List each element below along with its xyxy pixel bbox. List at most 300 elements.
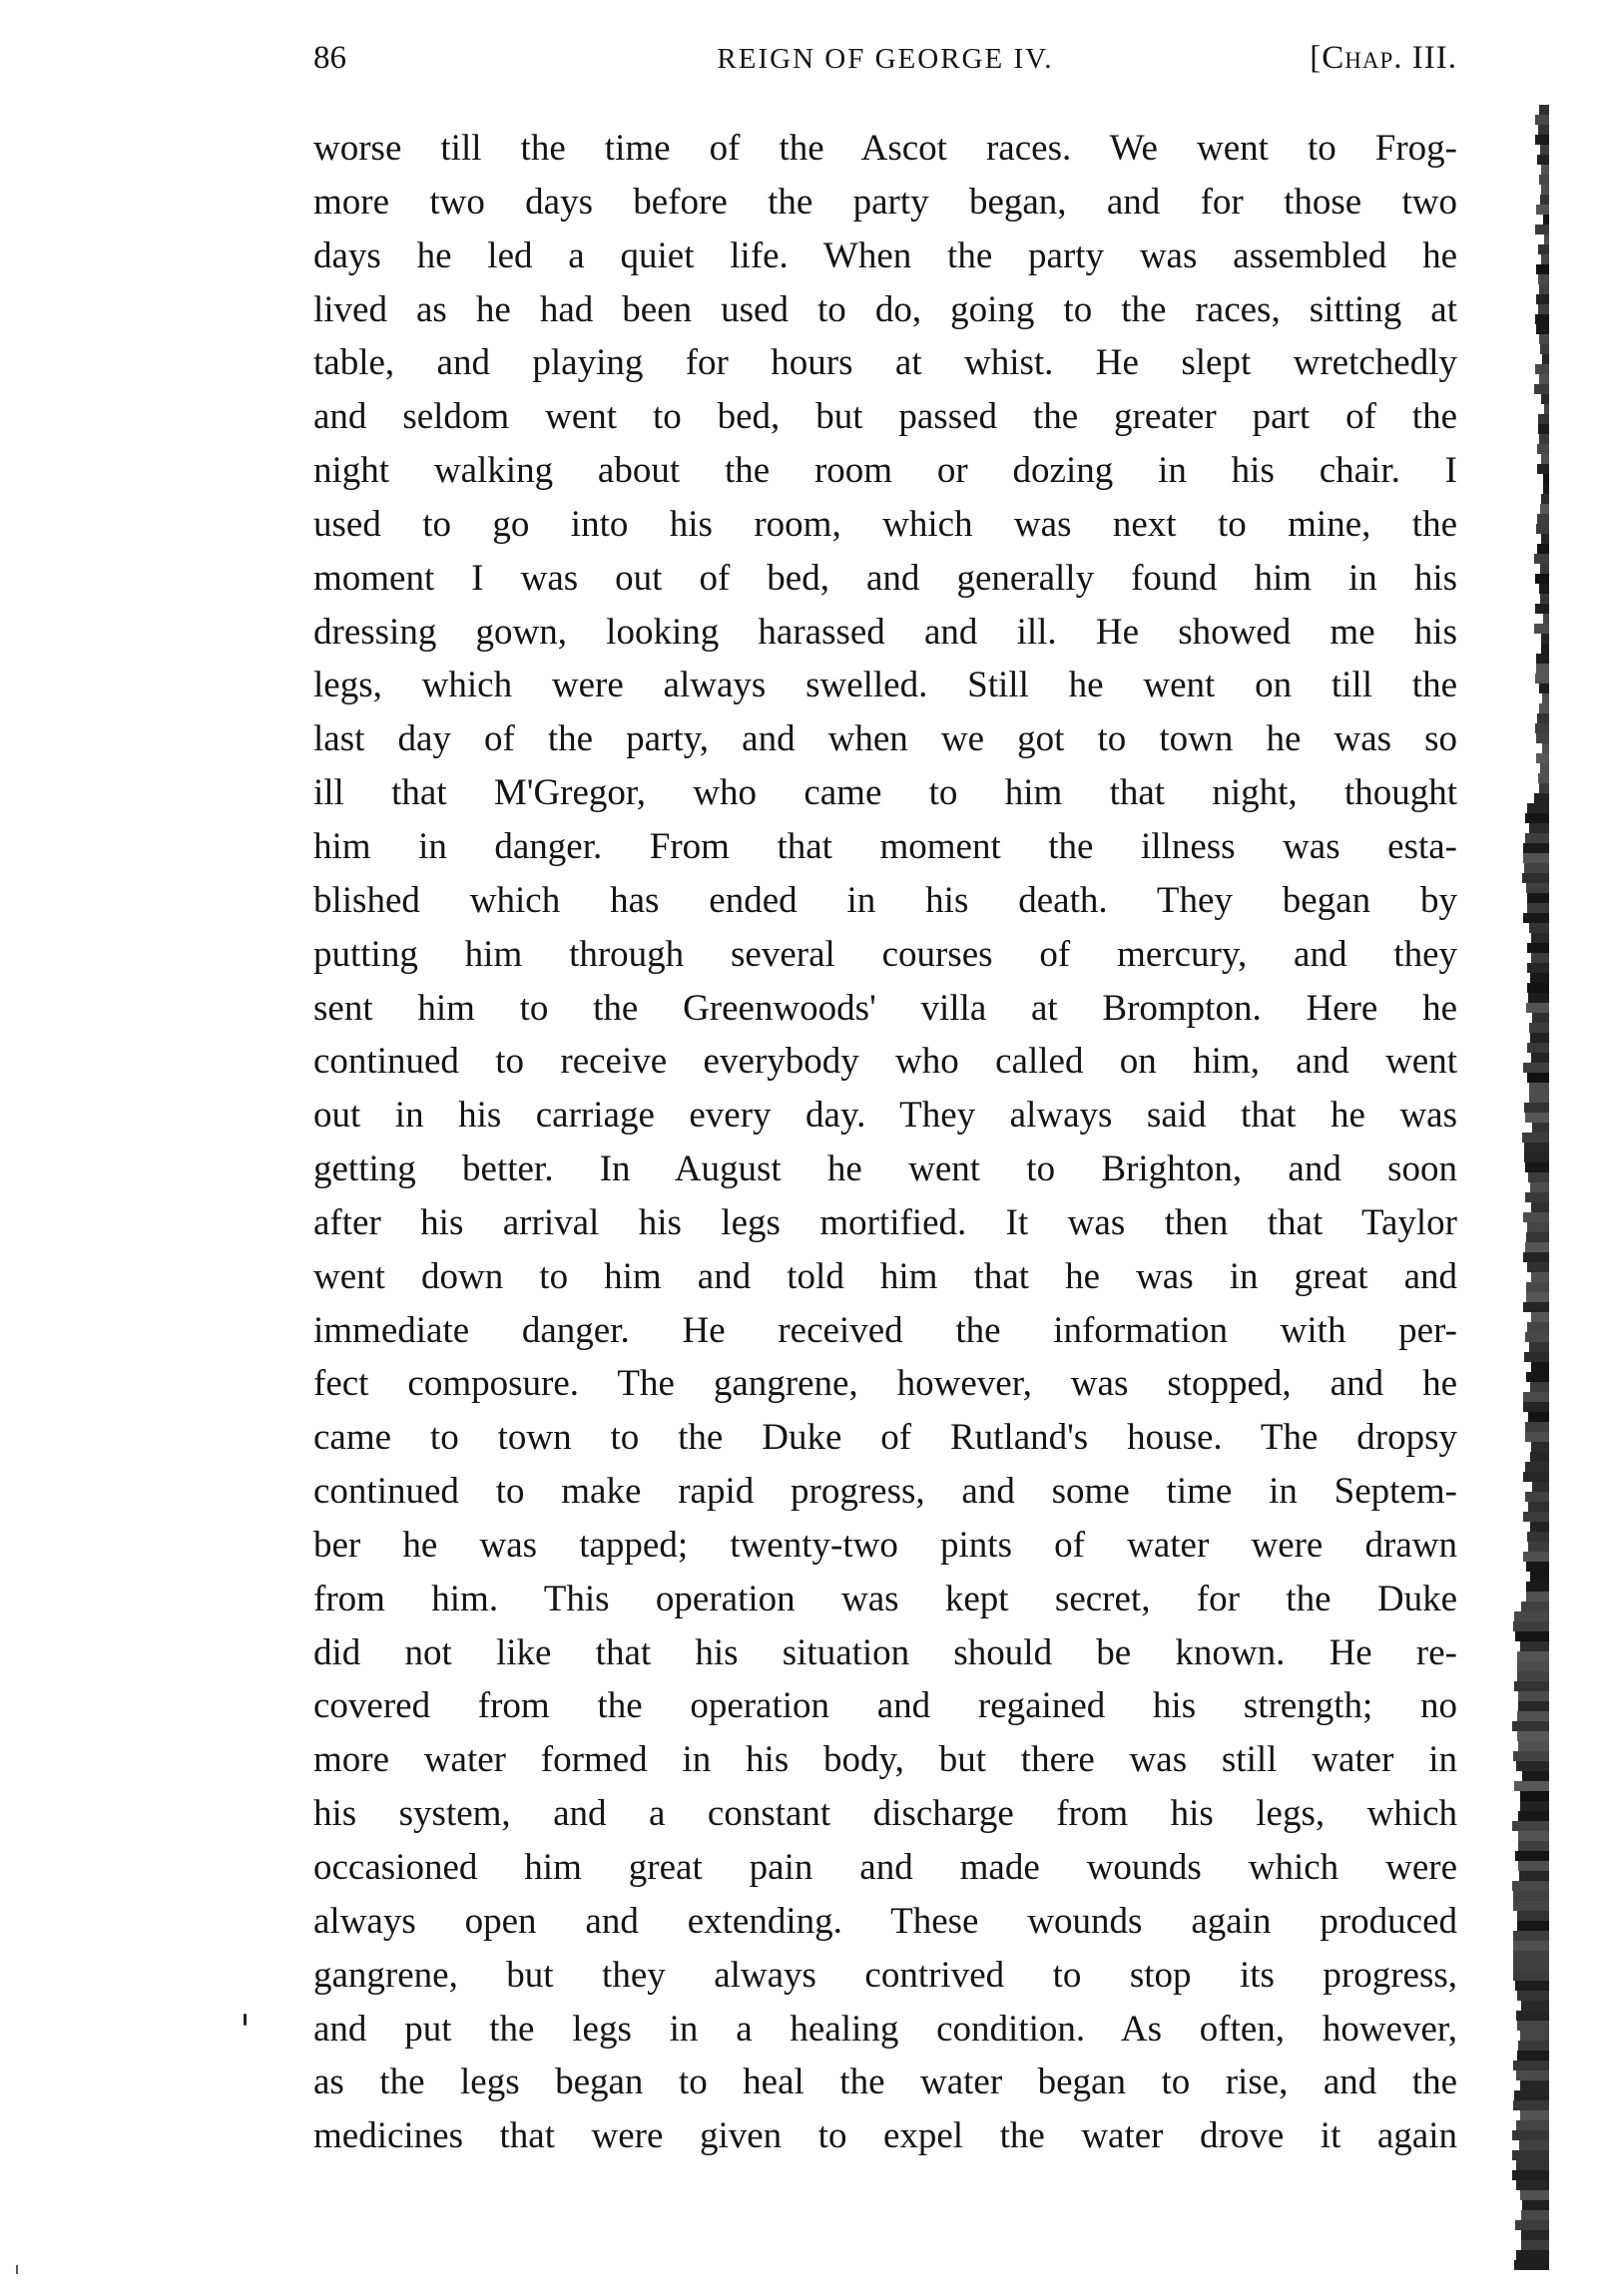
edge-segment [1528,1412,1549,1422]
edge-segment [1528,993,1549,1003]
edge-segment [1530,1033,1549,1043]
edge-segment [1540,195,1549,205]
edge-segment [1521,2240,1549,2250]
text-line-content: gangrene, but they always contrived to stop its progress, [313,1954,1457,1996]
edge-segment [1538,414,1549,424]
edge-segment [1513,2100,1549,2110]
edge-segment [1540,344,1549,354]
edge-segment [1529,823,1549,833]
edge-segment [1518,1861,1549,1871]
text-line [313,1949,1457,2003]
edge-segment [1516,2160,1549,2170]
text-line [313,606,1457,660]
running-header [313,40,1457,90]
edge-segment [1523,1552,1549,1562]
text-line-content: blished which has ended in his death. They began by [313,879,1457,921]
text-line [313,2109,1457,2163]
edge-segment [1525,1242,1549,1252]
edge-segment [1538,773,1549,783]
edge-segment [1531,1312,1549,1322]
edge-segment [1517,1911,1549,1921]
stray-ink-mark [244,2014,247,2026]
edge-segment [1523,843,1549,853]
edge-segment [1513,1961,1549,1971]
edge-segment [1539,175,1549,185]
edge-segment [1513,1941,1549,1951]
edge-segment [1525,1192,1549,1202]
edge-segment [1527,1262,1549,1272]
edge-segment [1527,903,1549,913]
edge-segment [1540,763,1549,773]
edge-segment [1512,1721,1549,1731]
text-line [313,390,1457,444]
text-line [313,1196,1457,1250]
text-line-content: covered from the operation and regained his strength; no [313,1685,1457,1727]
edge-segment [1527,983,1549,993]
text-line-content: lived as he had been used to do, going to the races, sitting at [313,288,1457,330]
edge-segment [1516,2180,1549,2190]
edge-segment [1539,703,1549,713]
edge-segment [1518,2041,1549,2051]
edge-segment [1536,733,1549,743]
edge-segment [1527,1532,1549,1542]
text-line-content: getting better. In August he went to Brighton, and soon [313,1148,1457,1190]
edge-segment [1523,1063,1549,1073]
edge-segment [1527,1322,1549,1332]
text-line [313,1626,1457,1680]
edge-segment [1524,863,1549,873]
edge-segment [1531,1362,1549,1372]
text-line [313,1465,1457,1519]
text-line [313,1143,1457,1196]
edge-segment [1537,155,1549,165]
text-line-content: came to town to the Duke of Rutland's house. The dropsy [313,1417,1457,1459]
edge-segment [1538,244,1549,254]
edge-segment [1527,1073,1549,1083]
edge-segment [1524,1352,1549,1362]
edge-segment [1531,1053,1549,1063]
edge-segment [1512,2150,1549,2160]
edge-segment [1527,963,1549,973]
edge-segment [1526,1292,1549,1302]
edge-segment [1516,1761,1549,1771]
edge-segment [1518,1811,1549,1821]
edge-segment [1535,574,1549,584]
edge-segment [1527,1043,1549,1053]
edge-segment [1513,1901,1549,1911]
edge-segment [1541,254,1549,264]
edge-segment [1516,2120,1549,2130]
text-line [313,122,1457,176]
edge-segment [1522,1771,1549,1781]
edge-segment [1520,2080,1549,2090]
edge-segment [1539,434,1549,444]
edge-segment [1531,1272,1549,1282]
edge-segment [1537,713,1549,723]
edge-segment [1544,234,1549,244]
edge-segment [1528,1172,1549,1182]
edge-segment [1523,853,1549,863]
text-line [313,874,1457,928]
edge-segment [1539,584,1549,594]
edge-segment [1543,215,1549,225]
text-line [313,1411,1457,1465]
edge-segment [1512,1881,1549,1891]
edge-segment [1536,753,1549,763]
edge-segment [1539,783,1549,793]
edge-segment [1525,813,1549,823]
text-line-content: from him. This operation was kept secret, for the Duke [313,1578,1457,1619]
edge-segment [1518,1831,1549,1841]
edge-segment [1539,105,1549,115]
text-line [313,1733,1457,1787]
edge-segment [1513,2061,1549,2070]
edge-segment [1530,973,1549,983]
edge-segment [1535,604,1549,614]
edge-segment [1529,1342,1549,1352]
edge-segment [1530,1522,1549,1532]
edge-segment [1535,314,1549,324]
edge-segment [1535,135,1549,145]
edge-segment [1513,1891,1549,1901]
edge-segment [1516,2011,1549,2021]
edge-segment [1528,1502,1549,1512]
edge-segment [1541,644,1549,654]
edge-segment [1517,1661,1549,1671]
edge-segment [1518,1741,1549,1751]
edge-segment [1523,913,1549,923]
edge-segment [1523,1402,1549,1412]
edge-segment [1524,1143,1549,1152]
text-line-content: worse till the time of the Ascot races. We went to Frog- [313,128,1457,169]
chapter-label: [Chap. III. [1310,40,1457,76]
edge-segment [1530,1452,1549,1462]
edge-segment [1540,594,1549,604]
running-title: REIGN OF GEORGE IV. [717,43,1054,75]
edge-segment [1531,1442,1549,1452]
edge-segment [1529,1083,1549,1093]
edge-segment [1512,1821,1549,1831]
edge-segment [1521,2001,1549,2011]
edge-segment [1520,2031,1549,2041]
edge-segment [1538,424,1549,434]
edge-segment [1529,1023,1549,1033]
edge-segment [1512,2130,1549,2140]
edge-segment [1518,1691,1549,1701]
edge-segment [1516,2250,1549,2260]
edge-segment [1534,624,1549,634]
edge-segment [1540,564,1549,574]
text-line [313,928,1457,982]
text-line [313,1089,1457,1143]
text-line-content: fect composure. The gangrene, however, was stopped, and he [313,1363,1457,1405]
edge-segment [1520,2190,1549,2200]
text-line-content: table, and playing for hours at whist. He slept wretchedly [313,342,1457,384]
edge-segment [1517,2021,1549,2031]
text-line-content: went down to him and told him that he was in great and [313,1255,1457,1297]
edge-segment [1535,115,1549,125]
edge-segment [1523,1212,1549,1222]
edge-segment [1516,2070,1549,2080]
edge-segment [1525,1462,1549,1472]
edge-segment [1530,1182,1549,1192]
edge-segment [1541,454,1549,464]
text-line [313,1895,1457,1949]
body-text [313,122,1457,2163]
edge-segment [1520,2110,1549,2120]
edge-segment [1513,1931,1549,1941]
text-line-content: as the legs began to heal the water began to rise, and the [313,2062,1457,2103]
text-line [313,712,1457,766]
text-line-content: his system, and a constant discharge from his legs, which [313,1793,1457,1835]
edge-segment [1543,484,1549,494]
edge-segment [1541,394,1549,404]
edge-segment [1518,1701,1549,1711]
edge-segment [1523,1472,1549,1482]
text-line [313,1787,1457,1841]
text-line-content: out in his carriage every day. They always said that he was [313,1095,1457,1137]
edge-segment [1539,374,1549,384]
edge-segment [1527,1222,1549,1232]
text-line-content: immediate danger. He received the information with per- [313,1309,1457,1351]
edge-segment [1515,1981,1549,1991]
edge-segment [1543,474,1549,484]
edge-segment [1532,1482,1549,1492]
edge-segment [1517,1991,1549,2001]
edge-segment [1514,1781,1549,1791]
edge-segment [1536,205,1549,215]
edge-segment [1525,833,1549,843]
text-line [313,1679,1457,1733]
text-line-content: continued to make rapid progress, and some time in Septem- [313,1471,1457,1513]
edge-segment [1519,1871,1549,1881]
edge-segment [1526,883,1549,893]
text-line-content: moment I was out of bed, and generally found him in his [313,557,1457,599]
text-line [313,1357,1457,1411]
text-line-content: occasioned him great pain and made wounds which were [313,1847,1457,1888]
stray-ink-mark [16,2265,18,2274]
edge-segment [1517,1671,1549,1681]
edge-segment [1526,1232,1549,1242]
page-number: 86 [313,40,346,76]
edge-segment [1513,1951,1549,1961]
text-line [313,1841,1457,1895]
edge-segment [1525,1492,1549,1502]
text-line [313,1304,1457,1358]
edge-segment [1526,1372,1549,1382]
edge-segment [1544,404,1549,414]
text-line [313,659,1457,712]
edge-segment [1525,1113,1549,1123]
text-line [313,766,1457,820]
edge-segment [1522,2200,1549,2210]
edge-segment [1536,324,1549,334]
edge-segment [1536,294,1549,304]
edge-segment [1541,165,1549,175]
text-line [313,336,1457,390]
edge-segment [1515,1631,1549,1641]
edge-segment [1512,2170,1549,2180]
edge-segment [1532,1013,1549,1023]
edge-segment [1514,1681,1549,1691]
edge-segment [1525,1422,1549,1432]
edge-segment [1523,1512,1549,1522]
edge-segment [1523,1252,1549,1262]
edge-segment [1538,304,1549,314]
edge-segment [1542,743,1549,753]
edge-segment [1526,1282,1549,1292]
edge-segment [1514,1611,1549,1621]
edge-segment [1525,1332,1549,1342]
edge-segment [1513,1971,1549,1981]
text-line-content: night walking about the room or dozing in his chair. I [313,450,1457,492]
edge-segment [1538,125,1549,135]
edge-segment [1515,1851,1549,1861]
edge-segment [1521,1602,1549,1611]
text-line-content: always open and extending. These wounds again produced [313,1900,1457,1942]
edge-segment [1517,1921,1549,1931]
edge-segment [1539,334,1549,344]
text-line [313,820,1457,874]
edge-segment [1532,1123,1549,1133]
edge-segment [1541,494,1549,504]
text-line-content: and put the legs in a healing condition. As often, however, [313,2008,1457,2050]
edge-segment [1531,933,1549,943]
edge-segment [1541,634,1549,644]
edge-segment [1528,1542,1549,1552]
edge-segment [1535,225,1549,234]
text-line-content: ber he was tapped; twenty-two pints of water were drawn [313,1524,1457,1566]
edge-segment [1537,444,1549,454]
text-line-content: ill that M'Gregor, who came to him that night, thought [313,772,1457,814]
edge-segment [1523,1302,1549,1312]
text-line-content: more water formed in his body, but there was still water in [313,1739,1457,1781]
edge-segment [1534,384,1549,394]
edge-segment [1535,364,1549,374]
text-line-content: him in danger. From that moment the illness was esta- [313,825,1457,867]
edge-segment [1538,274,1549,284]
edge-segment [1542,693,1549,703]
edge-segment [1541,185,1549,195]
text-line [313,498,1457,552]
text-line [313,1035,1457,1089]
text-line-content: medicines that were given to expel the water drove it again [313,2115,1457,2157]
edge-segment [1524,1152,1549,1162]
edge-segment [1517,1711,1549,1721]
edge-segment [1520,1641,1549,1651]
edge-segment [1513,1751,1549,1761]
edge-segment [1529,1093,1549,1103]
text-line [313,444,1457,498]
edge-segment [1526,1582,1549,1592]
edge-segment [1524,1103,1549,1113]
edge-segment [1519,2140,1549,2150]
text-line [313,2056,1457,2109]
edge-segment [1542,354,1549,364]
edge-segment [1530,1572,1549,1582]
edge-segment [1527,803,1549,813]
edge-segment [1520,1801,1549,1811]
edge-segment [1536,524,1549,534]
edge-segment [1525,1432,1549,1442]
text-line [313,982,1457,1036]
edge-segment [1534,554,1549,564]
edge-segment [1523,1392,1549,1402]
text-line [313,230,1457,283]
text-line-content: used to go into his room, which was next to mine, the [313,503,1457,545]
edge-segment [1531,1202,1549,1212]
edge-segment [1530,1382,1549,1392]
text-line-content: days he led a quiet life. When the party was assembled he [313,234,1457,276]
edge-segment [1527,893,1549,903]
text-line-content: sent him to the Greenwoods' villa at Brompton. Here he [313,987,1457,1029]
edge-segment [1537,464,1549,474]
edge-segment [1540,504,1549,514]
text-line-content: legs, which were always swelled. Still he went on till the [313,665,1457,706]
text-line [313,2003,1457,2057]
edge-segment [1518,1841,1549,1851]
edge-segment [1517,1731,1549,1741]
edge-segment [1536,664,1549,674]
edge-segment [1526,1003,1549,1013]
edge-segment [1517,2051,1549,2061]
edge-segment [1535,723,1549,733]
edge-segment [1525,1162,1549,1172]
edge-segment [1522,1133,1549,1143]
edge-segment [1515,2220,1549,2230]
text-line-content: did not like that his situation should be known. He re- [313,1631,1457,1673]
edge-segment [1537,514,1549,524]
edge-segment [1541,534,1549,544]
edge-segment [1527,943,1549,953]
edge-segment [1514,2260,1549,2270]
edge-segment [1520,1791,1549,1801]
text-line [313,1250,1457,1304]
text-line [313,1573,1457,1626]
edge-segment [1531,953,1549,963]
text-line [313,176,1457,230]
text-line-content: more two days before the party began, and for those two [313,181,1457,223]
edge-segment [1514,2090,1549,2100]
edge-segment [1536,264,1549,274]
text-line [313,552,1457,606]
edge-segment [1526,1562,1549,1572]
edge-segment [1529,923,1549,933]
text-line-content: after his arrival his legs mortified. It was then that Taylor [313,1201,1457,1243]
edge-segment [1521,2210,1549,2220]
edge-segment [1534,793,1549,803]
edge-segment [1539,284,1549,294]
edge-segment [1540,145,1549,155]
edge-segment [1537,544,1549,554]
text-line-content: and seldom went to bed, but passed the greater part of the [313,396,1457,438]
edge-segment [1539,684,1549,693]
edge-segment [1536,654,1549,664]
edge-segment [1513,1621,1549,1631]
text-line-content: last day of the party, and when we got to town he was so [313,718,1457,760]
text-line-content: continued to receive everybody who called on him, and went [313,1041,1457,1083]
edge-segment [1521,2230,1549,2240]
edge-segment [1522,873,1549,883]
edge-segment [1526,1592,1549,1602]
text-line-content: putting him through several courses of mercury, and they [313,933,1457,975]
scan-page-edge-shadow [1509,105,1549,2270]
edge-segment [1517,1651,1549,1661]
text-line [313,1519,1457,1573]
edge-segment [1535,674,1549,684]
text-line [313,283,1457,337]
text-line-content: dressing gown, looking harassed and ill. He showed me his [313,611,1457,653]
